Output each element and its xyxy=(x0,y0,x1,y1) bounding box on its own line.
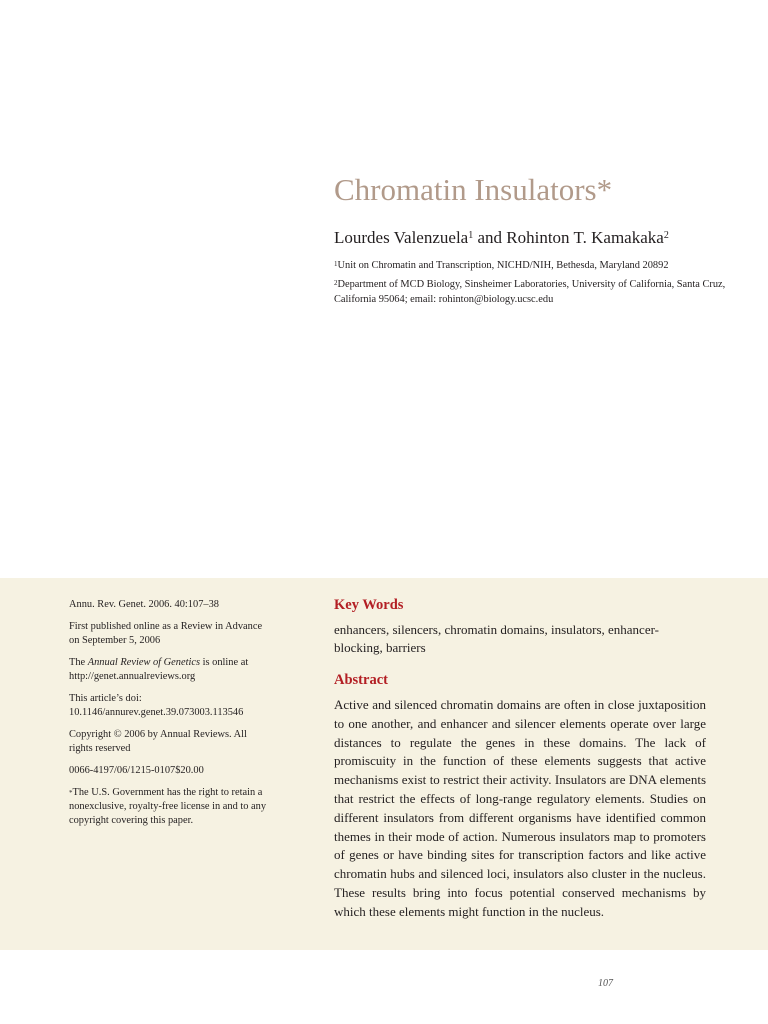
abstract-panel xyxy=(0,578,768,950)
author-affiliation-mark: 1 xyxy=(468,230,474,241)
affiliation-mark: 2 xyxy=(334,279,338,287)
affiliation-mark: 1 xyxy=(334,260,338,268)
journal-note-suffix: is online at http://genet.annualreviews.org xyxy=(69,657,249,682)
author-name: Lourdes Valenzuela xyxy=(334,228,469,247)
journal-note xyxy=(69,656,269,684)
citation: Annu. Rev. Genet. 2006. 40:107–38 xyxy=(69,599,219,610)
title-block xyxy=(334,170,734,311)
author-line xyxy=(334,227,734,249)
issn-code: 0066-4197/06/1215-0107$20.00 xyxy=(69,765,204,776)
footnote-text: The U.S. Government has the right to retain a nonexclusive, royalty-free license in and to any copyright covering this paper. xyxy=(69,787,267,826)
footnote-mark: * xyxy=(69,789,73,797)
keywords-text: enhancers, silencers, chromatin domains, insulators, enhancer-blocking, barriers xyxy=(334,622,659,655)
author-joiner: and xyxy=(473,228,507,247)
article-info-sidebar xyxy=(69,598,269,836)
keywords-heading: Key Words xyxy=(334,597,404,613)
author-name: Rohinton T. Kamakaka xyxy=(506,228,664,247)
abstract-text: Active and silenced chromatin domains are often in close juxtaposition to one another, and enhancer and silencer elements operate over large distances to regulate the genes in these domains. The lack of promiscuity in the function of these elements suggests that active mechanisms exist to restrict their activity. Insulators are DNA elements that restrict the effects of long-range regulatory elements. Studies on different insulators from different organisms have identified common themes in their mode of action. Numerous insulators map to promoters of genes or have binding sites for transcription factors and like active chromatin hubs and silenced loci, insulators also cluster in the nucleus. These results bring into focus potential conserved mechanisms by which these elements might function in the nucleus. xyxy=(334,697,706,919)
author-affiliation-mark: 2 xyxy=(663,230,669,241)
affiliation-item xyxy=(334,277,734,307)
journal-name: Annual Review of Genetics xyxy=(87,657,201,668)
government-footnote xyxy=(69,786,269,828)
doi-note: This article’s doi: 10.1146/annurev.genet.39.073003.113546 xyxy=(69,693,244,718)
affiliation-text: Unit on Chromatin and Transcription, NICHD/NIH, Bethesda, Maryland 20892 xyxy=(337,260,669,271)
first-published-note: First published online as a Review in Advance on September 5, 2006 xyxy=(69,621,263,646)
journal-note-prefix: The xyxy=(69,657,88,668)
affiliation-item xyxy=(334,258,734,273)
copyright-note: Copyright © 2006 by Annual Reviews. All rights reserved xyxy=(69,729,247,754)
abstract-heading: Abstract xyxy=(334,672,388,688)
page-number: 107 xyxy=(598,978,613,989)
article-title: Chromatin Insulators* xyxy=(334,172,613,207)
abstract-column xyxy=(334,596,706,922)
affiliation-text: Department of MCD Biology, Sinsheimer Laboratories, University of California, Santa Cruz, California 95064; email: rohinton@biology.ucsc.edu xyxy=(334,279,726,305)
affiliations xyxy=(334,258,734,307)
